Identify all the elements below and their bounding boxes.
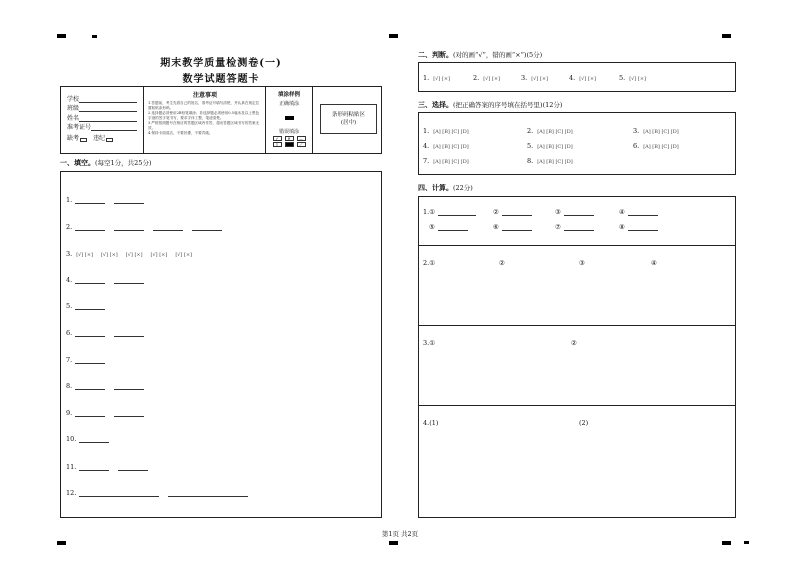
section3-answer-box: [418, 112, 736, 175]
section3-heading: 三、选择。(把正确答案的序号填在括号里)(12分): [418, 100, 563, 109]
registration-mark: [744, 541, 749, 544]
absent-violation-row: 缺考 违纪: [67, 132, 143, 142]
calc-item: ⑥: [493, 223, 532, 231]
fill-item: 12.: [66, 489, 248, 497]
section4-heading: 四、计算。(22分): [418, 183, 473, 192]
notice-title: 注意事项: [192, 92, 217, 99]
fill-item: 9.: [66, 409, 144, 417]
section4-answer-box: [418, 196, 736, 518]
notice-item: 1.答题前，考生先将自己的姓名，准考证号填写清楚，并认真在规定位置粘贴条形码。: [148, 101, 260, 110]
choice-item: 8. [A] [B] [C] [D]: [527, 157, 573, 165]
registration-mark: [389, 541, 398, 545]
absent-checkbox[interactable]: [80, 138, 87, 142]
fill-example-panel: 填涂样例 正确填涂 错误填涂 ✓ ✕ — ▯ ／: [266, 87, 313, 153]
registration-mark: [57, 541, 66, 545]
choice-item: 7. [A] [B] [C] [D]: [423, 157, 469, 165]
calc-row-divider: [419, 325, 735, 326]
fill-item: 5.: [66, 302, 105, 310]
barcode-area: 条形码粘贴区 (居中): [320, 104, 377, 134]
section2-answer-box: [418, 62, 736, 92]
calc-item: 1.①: [423, 208, 476, 216]
notice-item: 4.保持卡面清洁，不要折叠，不要弄破。: [148, 131, 213, 135]
dot-fill-icon: [285, 142, 294, 147]
calc-item: ⑧: [619, 223, 658, 231]
calc-item: 3.①: [423, 339, 436, 347]
calc-item: 4.(1): [423, 419, 439, 427]
notice-panel: [144, 87, 266, 153]
page-number: 第1页 共2页: [381, 530, 419, 538]
calc-item: ②: [499, 259, 505, 267]
calc-item: ④: [619, 208, 658, 216]
fill-item: 4.: [66, 276, 144, 284]
choice-item: 4. [A] [B] [C] [D]: [423, 142, 469, 150]
registration-mark: [92, 35, 97, 38]
student-info-panel: [60, 86, 382, 154]
calc-row-divider: [419, 405, 735, 406]
violation-checkbox[interactable]: [106, 138, 113, 142]
barcode-panel: [313, 87, 383, 153]
fill-item: 11.: [66, 463, 148, 471]
calc-item: ⑤: [429, 223, 468, 231]
fill-item: 3. [√] [×] [√] [×] [√] [×] [√] [×] [√] [×]: [66, 250, 193, 258]
school-field[interactable]: 学校: [67, 93, 143, 103]
cross-mark-icon: ✕: [285, 136, 294, 141]
choice-item: 2. [A] [B] [C] [D]: [527, 127, 573, 135]
fill-item: 2.: [66, 223, 222, 231]
registration-mark: [57, 34, 66, 38]
fill-item: 6.: [66, 329, 144, 337]
slash-fill-icon: ／: [297, 142, 306, 147]
registration-mark: [389, 34, 398, 38]
calc-item: ②: [493, 208, 532, 216]
choice-item: 5. [A] [B] [C] [D]: [527, 142, 573, 150]
fill-item: 10.: [66, 435, 109, 443]
student-fields: [61, 87, 144, 153]
fill-item: 8.: [66, 382, 144, 390]
exam-id-field[interactable]: 准考证号: [67, 122, 143, 132]
judge-item: 4. [√] [×]: [569, 74, 596, 82]
page-subtitle: 数学试题答题卡: [182, 74, 260, 85]
calc-item: 2.①: [423, 259, 436, 267]
section1-answer-box: [60, 171, 382, 518]
fill-example-title: 填涂样例: [277, 92, 300, 98]
wrong-fill-samples: [266, 142, 312, 147]
calc-item: ③: [579, 259, 585, 267]
section2-heading: 二、判断。(对的画“√”，错的画“×”)(5分): [418, 50, 543, 59]
correct-fill-sample: [285, 116, 294, 120]
calc-item: ②: [571, 339, 577, 347]
registration-mark: [722, 541, 731, 545]
calc-row-divider: [419, 245, 735, 246]
choice-item: 3. [A] [B] [C] [D]: [633, 127, 679, 135]
calc-item: (2): [579, 419, 589, 427]
name-field[interactable]: 姓名: [67, 112, 143, 122]
judge-item: 5. [√] [×]: [619, 74, 646, 82]
dash-mark-icon: —: [297, 136, 306, 141]
page-title: 期末教学质量检测卷(一): [160, 58, 282, 69]
judge-item: 1. [√] [×]: [423, 74, 450, 82]
judge-item: 2. [√] [×]: [473, 74, 500, 82]
calc-item: ⑦: [555, 223, 594, 231]
section1-heading: 一、填空。(每空1分，共25分): [60, 158, 152, 167]
fill-item: 7.: [66, 356, 105, 364]
partial-fill-icon: ▯: [273, 142, 282, 147]
check-mark-icon: ✓: [273, 136, 282, 141]
judge-item: 3. [√] [×]: [521, 74, 548, 82]
choice-item: 1. [A] [B] [C] [D]: [423, 127, 469, 135]
wrong-fill-samples: [266, 136, 312, 141]
choice-item: 6. [A] [B] [C] [D]: [633, 142, 679, 150]
fill-item: 1.: [66, 196, 144, 204]
calc-item: ④: [651, 259, 657, 267]
calc-item: ③: [555, 208, 594, 216]
notice-item: 2.选择题必须使用2B铅笔填涂；非选择题必须使用0.5毫米及以上黑色字迹的签字笔书写，要求字体工整，笔迹清楚。: [148, 111, 260, 120]
class-field[interactable]: 班级: [67, 103, 143, 113]
notice-item: 3.严格按照题号在相应的答题区域内作答，超出答题区域书写的答案无效。: [148, 121, 260, 130]
registration-mark: [722, 34, 731, 38]
